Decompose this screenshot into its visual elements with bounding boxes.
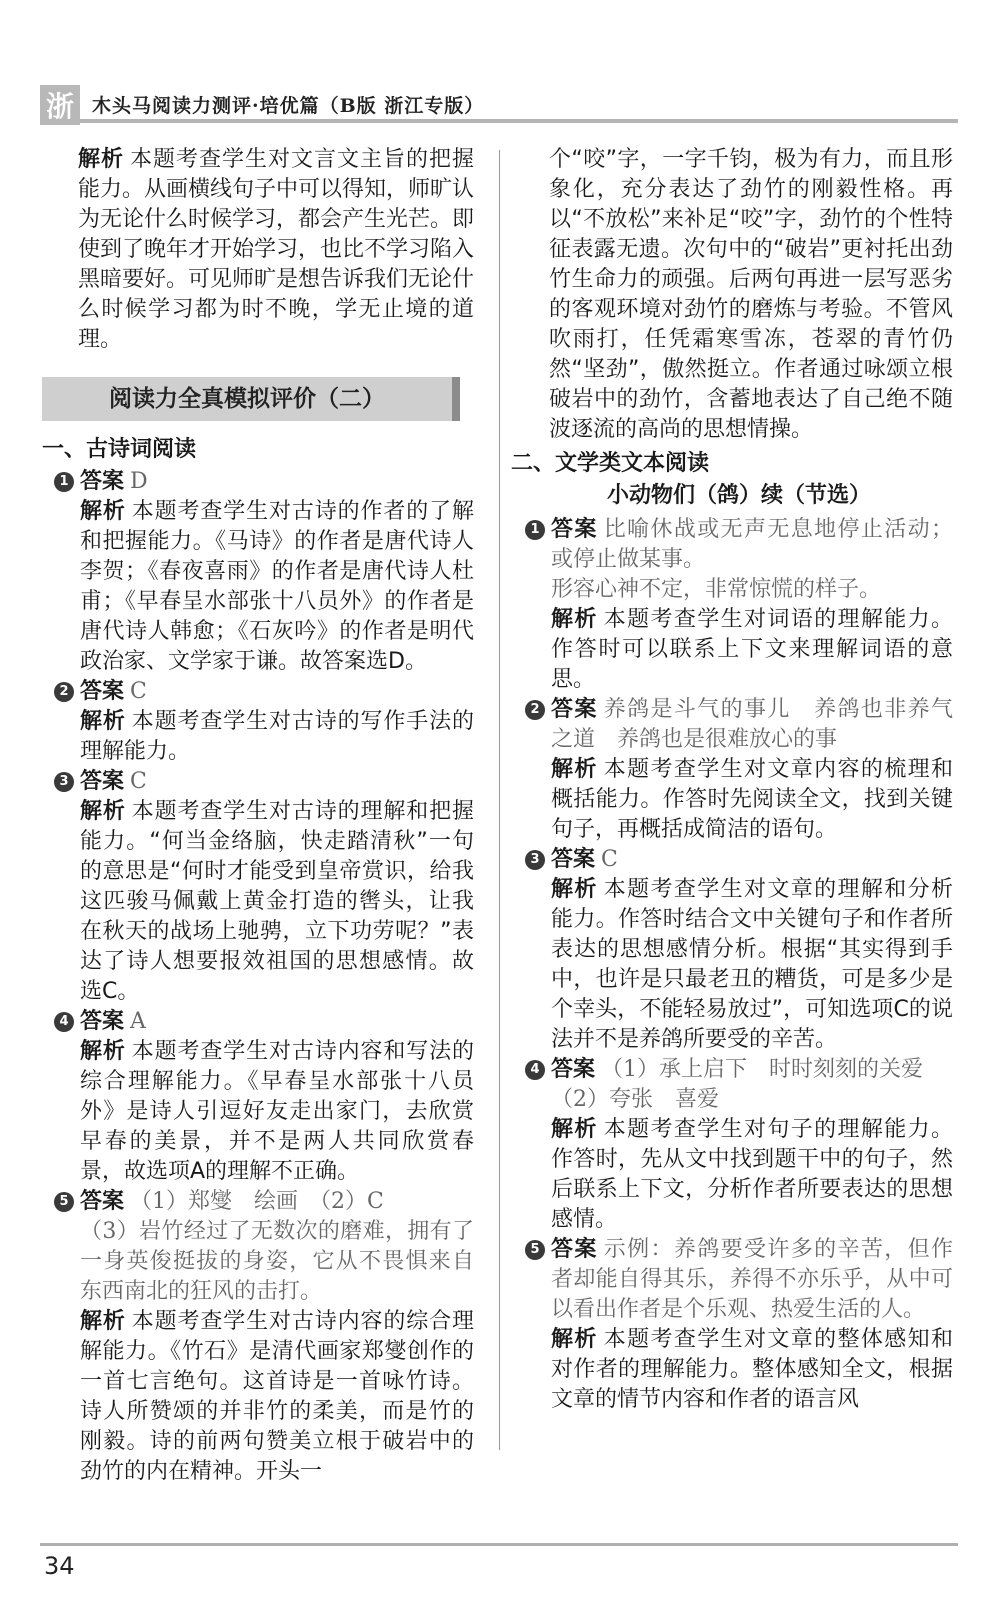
question-number-icon: 4 xyxy=(525,1060,545,1080)
question-number-icon: 1 xyxy=(54,472,74,492)
analysis-text: 本题考查学生对古诗的理解和把握能力。“何当金络脑，快走踏清秋”一句的意思是“何时才能受到皇帝赏识，给我这匹骏马佩戴上黄金打造的辔头，让我在秋天的战场上驰骋，立下功劳呢？”表达了诗人想要报效祖国的思想感情。故选C。 xyxy=(80,799,474,1004)
article-title: 小动物们（鸽）续（节选） xyxy=(606,483,871,508)
intro-analysis: 解析 本题考查学生对文言文主旨的把握能力。从画横线句子中可以得知，师旷认为无论什么时候学习，都会产生光芒。即使到了晚年才开始学习，也比不学习陷入黑暗要好。可见师旷是想告诉我们无论什么时候学习都为时不晚，学无止境的道理。 xyxy=(78,147,475,352)
answer-value: 养鸽是斗气的事儿 养鸽也非养气之道 养鸽也是很难放心的事 xyxy=(551,697,953,752)
analysis-text: 本题考查学生对文章的整体感知和对作者的理解能力。整体感知全文，根据文章的情节内容和作者的语言风 xyxy=(551,1327,953,1412)
continued-analysis: 个“咬”字，一字千钧，极为有力，而且形象化，充分表达了劲竹的刚毅性格。再以“不放松”来补足“咬”字，劲竹的个性特征表露无遗。次句中的“破岩”更衬托出劲竹生命力的顽强。后两句再进一层写恶劣的客观环境对劲竹的磨炼与考验。不管风吹雨打，任凭霜寒雪冻，苍翠的青竹仍然“坚劲”，傲然挺立。作者通过咏颂立根破岩中的劲竹，含蓄地表达了自己绝不随波逐流的高尚的思想情操。 xyxy=(549,147,953,442)
page-header xyxy=(40,85,958,127)
header-rule xyxy=(80,119,958,123)
question-number-icon: 1 xyxy=(525,520,545,540)
answer-value: C xyxy=(130,679,147,704)
answer-value: C xyxy=(130,769,147,794)
left-question-5: 5 答案 （1）郑燮 绘画 （2）C （3）岩竹经过了无数次的磨难，拥有了一身英俊挺拔的身姿，它从不畏惧来自东西南北的狂风的击打。 解析 本题考查学生对古诗内容的综合理解能力。《竹石》是清代画家郑燮创作的一首七言绝句。这首诗是一首咏竹诗。诗人所赞颂的并非竹的柔美，而是竹的刚毅。诗的前两句赞美立根于破岩中的劲竹的内在精神。开头一 xyxy=(54,1187,474,1487)
right-column xyxy=(511,145,953,1415)
analysis-text: 本题考查学生对古诗的作者的了解和把握能力。《马诗》的作者是唐代诗人李贺；《春夜喜雨》的作者是唐代诗人杜甫；《早春呈水部张十八员外》的作者是唐代诗人韩愈；《石灰吟》的作者是明代政治家、文学家于谦。故答案选D。 xyxy=(80,499,474,674)
column-divider xyxy=(499,150,500,1450)
analysis-text: 本题考查学生对古诗的写作手法的理解能力。 xyxy=(80,709,474,764)
question-number-icon: 3 xyxy=(54,772,74,792)
book-title: 木头马阅读力测评·培优篇（B版 浙江专版） xyxy=(92,95,485,117)
section-heading-poetry: 一、古诗词阅读 xyxy=(42,437,197,462)
left-question-1: 1 答案 D 解析 本题考查学生对古诗的作者的了解和把握能力。《马诗》的作者是唐代诗人李贺；《春夜喜雨》的作者是唐代诗人杜甫；《早春呈水部张十八员外》的作者是唐代诗人韩愈；《石灰吟》的作者是明代政治家、文学家于谦。故答案选D。 xyxy=(54,467,474,677)
question-number-icon: 5 xyxy=(525,1240,545,1260)
section-banner: 阅读力全真模拟评价（二） xyxy=(42,377,460,421)
answer-value: （1）承上启下 时时刻刻的关爱 xyxy=(601,1057,924,1082)
left-question-4: 4 答案 A 解析 本题考查学生对古诗内容和写法的综合理解能力。《早春呈水部张十八员外》是诗人引逗好友走出家门，去欣赏早春的美景，并不是两人共同欣赏春景，故选项A的理解不正确。 xyxy=(54,1007,474,1187)
question-number-icon: 3 xyxy=(525,850,545,870)
analysis-label: 解析 xyxy=(78,147,124,172)
answer-value-2: （3）岩竹经过了无数次的磨难，拥有了一身英俊挺拔的身姿，它从不畏惧来自东西南北的狂风的击打。 xyxy=(80,1219,474,1304)
section-heading-literature: 二、文学类文本阅读 xyxy=(511,451,710,476)
left-question-2: 2 答案 C 解析 本题考查学生对古诗的写作手法的理解能力。 xyxy=(54,677,474,767)
right-question-1: 1 答案 比喻休战或无声无息地停止活动；或停止做某事。 形容心神不定，非常惊慌的样子。 解析 本题考查学生对词语的理解能力。作答时可以联系上下文来理解词语的意思。 xyxy=(525,515,953,695)
question-number-icon: 2 xyxy=(54,682,74,702)
answer-value: D xyxy=(130,469,148,494)
left-question-3: 3 答案 C 解析 本题考查学生对古诗的理解和把握能力。“何当金络脑，快走踏清秋”一句的意思是“何时才能受到皇帝赏识，给我这匹骏马佩戴上黄金打造的辔头，让我在秋天的战场上驰骋，立下功劳呢？”表达了诗人想要报效祖国的思想感情。故选C。 xyxy=(54,767,474,1007)
right-question-4: 4 答案 （1）承上启下 时时刻刻的关爱 （2）夸张 喜爱 解析 本题考查学生对句子的理解能力。作答时，先从文中找到题干中的句子，然后联系上下文，分析作者所要表达的思想感情。 xyxy=(525,1055,953,1235)
analysis-text: 本题考查学生对古诗内容和写法的综合理解能力。《早春呈水部张十八员外》是诗人引逗好友走出家门，去欣赏早春的美景，并不是两人共同欣赏春景，故选项A的理解不正确。 xyxy=(80,1039,474,1184)
question-number-icon: 5 xyxy=(54,1192,74,1212)
right-question-5: 5 答案 示例：养鸽要受许多的辛苦，但作者却能自得其乐，养得不亦乐乎，从中可以看出作者是个乐观、热爱生活的人。 解析 本题考查学生对文章的整体感知和对作者的理解能力。整体感知全文，根据文章的情节内容和作者的语言风 xyxy=(525,1235,953,1415)
analysis-text: 本题考查学生对文章内容的梳理和概括能力。作答时先阅读全文，找到关键句子，再概括成简洁的语句。 xyxy=(551,757,953,842)
page-number: 34 xyxy=(44,1552,75,1580)
question-number-icon: 2 xyxy=(525,700,545,720)
answer-value: （1）郑燮 绘画 （2）C xyxy=(130,1189,384,1214)
question-number-icon: 4 xyxy=(54,1012,74,1032)
right-question-3: 3 答案 C 解析 本题考查学生对文章的理解和分析能力。作答时结合文中关键句子和作者所表达的思想感情分析。根据“其实得到手中，也许是只最老丑的糟货，可是多少是个幸头，不能轻易放过”，可知选项C的说法并不是养鸽所要受的辛苦。 xyxy=(525,845,953,1055)
province-badge: 浙 xyxy=(40,85,80,125)
answer-value: C xyxy=(601,847,618,872)
answer-value-2: （2）夸张 喜爱 xyxy=(551,1087,719,1112)
analysis-text: 本题考查学生对词语的理解能力。作答时可以联系上下文来理解词语的意思。 xyxy=(551,607,953,692)
answer-value: 比喻休战或无声无息地停止活动；或停止做某事。 xyxy=(551,517,953,572)
analysis-text: 本题考查学生对句子的理解能力。作答时，先从文中找到题干中的句子，然后联系上下文，分析作者所要表达的思想感情。 xyxy=(551,1117,953,1232)
answer-value: A xyxy=(130,1009,146,1034)
right-question-2: 2 答案 养鸽是斗气的事儿 养鸽也非养气之道 养鸽也是很难放心的事 解析 本题考查学生对文章内容的梳理和概括能力。作答时先阅读全文，找到关键句子，再概括成简洁的语句。 xyxy=(525,695,953,845)
footer-rule xyxy=(40,1543,958,1546)
left-column xyxy=(42,145,475,1487)
answer-value: 示例：养鸽要受许多的辛苦，但作者却能自得其乐，养得不亦乐乎，从中可以看出作者是个乐观、热爱生活的人。 xyxy=(551,1237,953,1322)
analysis-text: 本题考查学生对古诗内容的综合理解能力。《竹石》是清代画家郑燮创作的一首七言绝句。这首诗是一首咏竹诗。诗人所赞颂的并非竹的柔美，而是竹的刚毅。诗的前两句赞美立根于破岩中的劲竹的内在精神。开头一 xyxy=(80,1309,474,1484)
analysis-text: 本题考查学生对文章的理解和分析能力。作答时结合文中关键句子和作者所表达的思想感情分析。根据“其实得到手中，也许是只最老丑的糟货，可是多少是个幸头，不能轻易放过”，可知选项C的说法并不是养鸽所要受的辛苦。 xyxy=(551,877,953,1052)
answer-value-2: 形容心神不定，非常惊慌的样子。 xyxy=(551,577,882,602)
